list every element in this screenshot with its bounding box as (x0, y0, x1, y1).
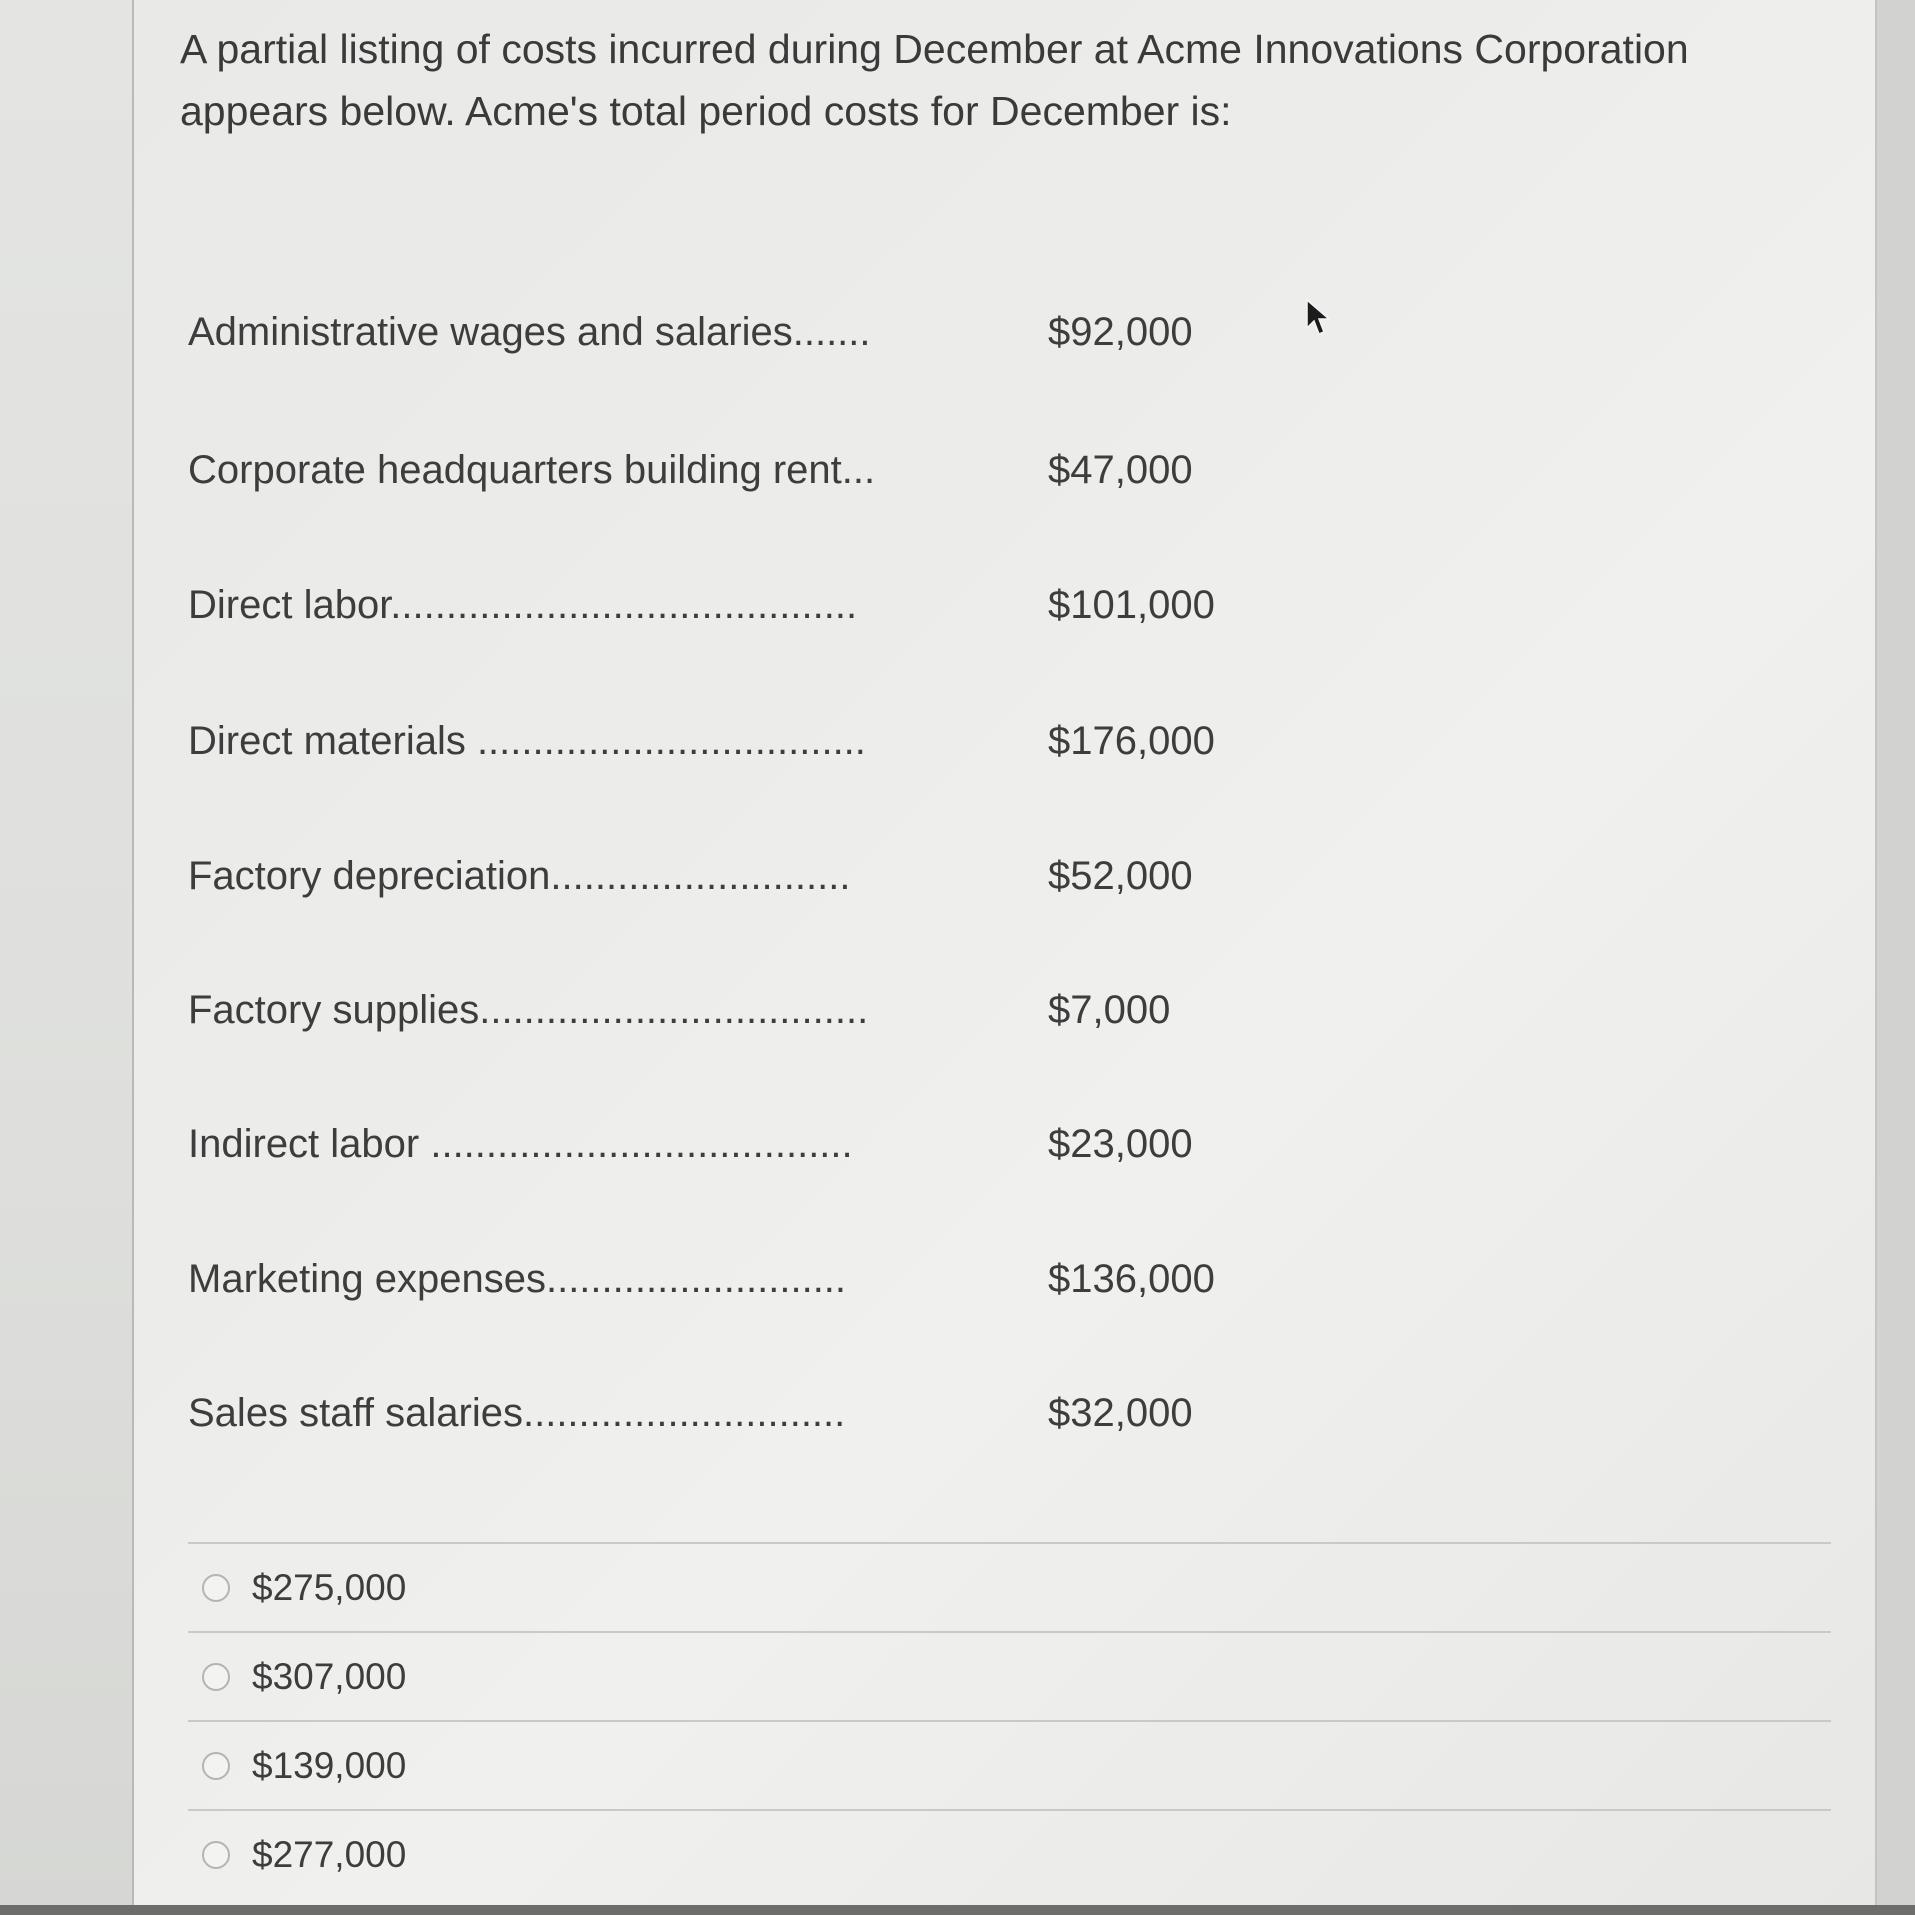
radio-button-icon[interactable] (202, 1574, 230, 1602)
cost-value: $52,000 (1048, 854, 1193, 898)
radio-button-icon[interactable] (202, 1752, 230, 1780)
cost-label: Indirect labor ...................................... (188, 1122, 853, 1166)
answer-options (188, 1542, 1831, 1898)
cost-row (188, 440, 1288, 500)
radio-button-icon[interactable] (202, 1841, 230, 1869)
answer-option-label[interactable]: $275,000 (252, 1567, 407, 1608)
answer-option-label[interactable]: $277,000 (252, 1834, 407, 1875)
cost-label: Administrative wages and salaries....... (188, 310, 871, 354)
answer-option[interactable] (188, 1811, 1831, 1898)
cost-value: $92,000 (1048, 310, 1193, 354)
cost-row (188, 1383, 1288, 1443)
bottom-edge (0, 1905, 1915, 1915)
cost-label: Direct materials ................................... (188, 719, 866, 763)
arrow-cursor-icon (1305, 298, 1333, 338)
cost-row (188, 575, 1288, 635)
cost-value: $32,000 (1048, 1391, 1193, 1435)
cost-label: Factory supplies................................... (188, 988, 869, 1032)
cost-row (188, 1114, 1288, 1174)
cost-row (188, 302, 1288, 362)
cost-value: $23,000 (1048, 1122, 1193, 1166)
cost-label: Sales staff salaries............................. (188, 1391, 846, 1435)
cost-label: Corporate headquarters building rent... (188, 448, 876, 492)
cost-row (188, 980, 1288, 1040)
cost-label: Direct labor.......................................... (188, 583, 858, 627)
cost-value: $47,000 (1048, 448, 1193, 492)
left-gutter (0, 0, 132, 1915)
right-gutter (1877, 0, 1915, 1915)
cost-row (188, 711, 1288, 771)
answer-option[interactable] (188, 1633, 1831, 1720)
cost-value: $7,000 (1048, 988, 1171, 1032)
cost-label: Marketing expenses........................... (188, 1257, 847, 1301)
cost-row (188, 846, 1288, 906)
cost-value: $176,000 (1048, 719, 1215, 763)
radio-button-icon[interactable] (202, 1663, 230, 1691)
question-prompt: A partial listing of costs incurred during December at Acme Innovations Corporation appears below. Acme's total period costs for December is: (180, 26, 1689, 134)
cost-label: Factory depreciation........................... (188, 854, 851, 898)
cost-value: $136,000 (1048, 1257, 1215, 1301)
answer-option[interactable] (188, 1544, 1831, 1631)
answer-option[interactable] (188, 1722, 1831, 1809)
answer-option-label[interactable]: $307,000 (252, 1656, 407, 1697)
cost-value: $101,000 (1048, 583, 1215, 627)
answer-option-label[interactable]: $139,000 (252, 1745, 407, 1786)
cost-row (188, 1249, 1288, 1309)
